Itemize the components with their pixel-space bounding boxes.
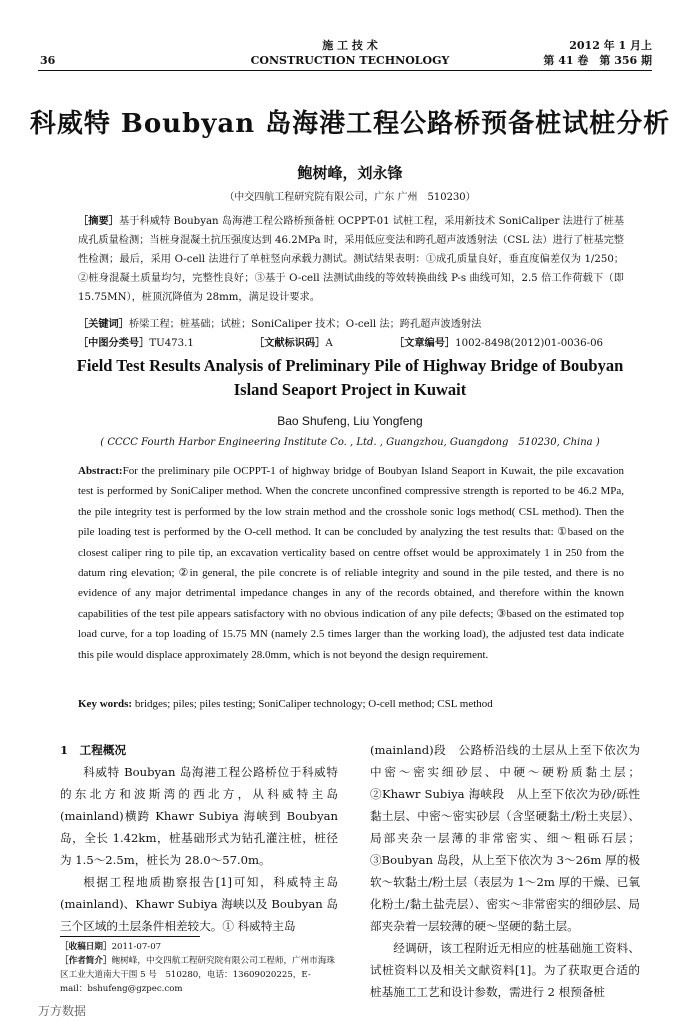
body-paragraph: 经调研，该工程附近无相应的桩基础施工资料、试桩资料以及相关文献资料[1]。为了获取更合适的桩基施工工艺和设计参数，需进行 2 根预备桩: [370, 941, 640, 999]
english-keywords-label: Key words:: [78, 698, 133, 710]
article-number-label: ［文章编号］: [394, 337, 456, 349]
body-paragraph: 科威特 Boubyan 岛海港工程公路桥位于科威特的东北方和波斯湾的西北方，从科威特主岛(mainland)横跨 Khawr Subiya 海峡到 Boubyan 岛，全长 1.42km，桩基础形式为钻孔灌注桩，桩径为 1.5～2.5m，桩长为 28.0～57.0m。: [60, 765, 338, 867]
chinese-keywords-label: ［关键词］: [78, 318, 129, 330]
section-heading: 1 工程概况: [60, 743, 127, 757]
body-paragraph: (mainland)段 公路桥沿线的土层从上至下依次为中密～密实细砂层、中硬～硬粉质黏土层；②Khawr Subiya 海峡段 从上至下依次为砂/砾性黏土层、中密～密实砂层（含坚硬黏土/粉土夹层）、局部夹杂一层薄的非常密实、细～粗砾石层；③Boubyan 岛段，从上至下依次为 3～26m 厚的极软～软黏土/粉土层（表层为 1～2m 厚的干燥、已氧化粉土/黏土盐壳层）、密实～非常密实的细砂层、局部夹杂着一层较薄的硬～坚硬的黏土层。: [370, 743, 640, 933]
english-abstract-label: Abstract:: [78, 465, 123, 477]
chinese-authors: 鲍树峰，刘永锋: [297, 164, 403, 182]
chinese-keywords-text: 桥梁工程；桩基础；试桩；SoniCaliper 技术；O-cell 法；跨孔超声波透射法: [128, 319, 482, 330]
issue-date: 2012 年 1 月上: [569, 39, 652, 52]
classification-line: [78, 334, 624, 353]
journal-name-en: CONSTRUCTION TECHNOLOGY: [250, 54, 450, 67]
received-label: ［收稿日期］: [60, 942, 112, 952]
english-title: Field Test Results Analysis of Preliminary Pile of Highway Bridge of Boubyan Island Seaport Project in Kuwait: [76, 356, 624, 399]
chinese-abstract-label: ［摘要］: [78, 215, 119, 227]
clc-label: ［中图分类号］: [78, 337, 150, 349]
clc-value: TU473.1: [149, 338, 194, 349]
body-column-right: [370, 739, 640, 1003]
english-abstract: [78, 461, 624, 665]
issue-info: [543, 38, 652, 68]
header-rule: [38, 70, 652, 71]
page-number: 36: [40, 54, 56, 67]
english-authors: Bao Shufeng, Liu Yongfeng: [277, 414, 423, 428]
chinese-abstract: [78, 212, 624, 307]
body-paragraph: 根据工程地质勘察报告[1]可知，科威特主岛(mainland)、Khawr Subiya 海峡以及 Boubyan 岛三个区域的土层条件相差较大。① 科威特主岛: [60, 875, 338, 933]
article-number-value: 1002-8498(2012)01-0036-06: [455, 338, 604, 349]
issue-volume: 第 41 卷 第 356 期: [543, 54, 652, 67]
body-column-left: [60, 739, 338, 937]
journal-name-cn: 施 工 技 术: [322, 39, 378, 52]
received-date: 2011-07-07: [111, 942, 162, 952]
english-affiliation: ( CCCC Fourth Harbor Engineering Institute Co. , Ltd. , Guangzhou, Guangdong 510230, China ): [100, 437, 600, 448]
english-keywords-text: bridges; piles; piles testing; SoniCaliper technology; O-cell method; CSL method: [134, 698, 493, 710]
chinese-keywords: [78, 315, 624, 334]
footnote: [60, 940, 338, 996]
footnote-rule: [60, 936, 200, 937]
english-keywords: [78, 698, 624, 710]
author-bio: 鲍树峰，中交四航工程研究院有限公司工程师，广州市海珠区工业大道南大干围 5 号 510280，电话：13609020225，E-mail：bshufeng@gzpec.com: [60, 956, 336, 994]
watermark-text: 万方数据: [38, 1004, 87, 1018]
author-bio-label: ［作者简介］: [60, 956, 112, 966]
chinese-affiliation: （中交四航工程研究院有限公司，广东 广州 510230）: [224, 192, 476, 203]
english-abstract-text: For the preliminary pile OCPPT-1 of highway bridge of Boubyan Island Seaport in Kuwait, the pile excavation test is performed by SoniCaliper method. When the concrete unconfined compressive strength is reported to be 46.2 MPa, the pile integrity test is performed by the low strain method and the crosshole sonic logs method( CSL method). Then the pile loading test is performed by the O-cell method. It can be concluded by analyzing the test results that: ①based on the closest caliper ring to pile tip, an excavation verticality based on centre offset would be approximately 1 in 250 from the datum ring elevation; ②in general, the pile concrete is of reliable integrity and sound in the pile tested, and there is no evidence of any major detrimental impedance changes in any of the records obtained, and therefore within the known capabilities of the test pile appears satisfactory with no obvious indication of any pile defects; ③based on the estimated top load curve, for a top loading of 15.75 MN (namely 2.5 times larger than the working load), the adjusted test data indicate this pile would displace approximately 28.0mm, which is not beyond the design requirement.: [78, 465, 624, 661]
doc-code-label: ［文献标识码］: [254, 337, 326, 349]
chinese-abstract-text: 基于科威特 Boubyan 岛海港工程公路桥预备桩 OCPPT-01 试桩工程，采用新技术 SoniCaliper 法进行了桩基成孔质量检测；当桩身混凝土抗压强度达到 46.2MPa 时，采用低应变法和跨孔超声波透射法（CSL 法）进行了桩基完整性检测；最后，采用 O-cell 法进行了单桩竖向承载力测试。测试结果表明：①成孔质量良好，垂直度偏差仅为 1/250；②桩身混凝土质量均匀，完整性良好；③基于 O-cell 法测试曲线的等效转换曲线 P-s 曲线可知，2.5 倍工作荷载下（即 15.75MN），桩顶沉降值为 28mm，满足设计要求。: [78, 216, 625, 303]
chinese-title: 科威特 Boubyan 岛海港工程公路桥预备桩试桩分析: [29, 109, 671, 139]
doc-code-value: A: [325, 338, 333, 349]
